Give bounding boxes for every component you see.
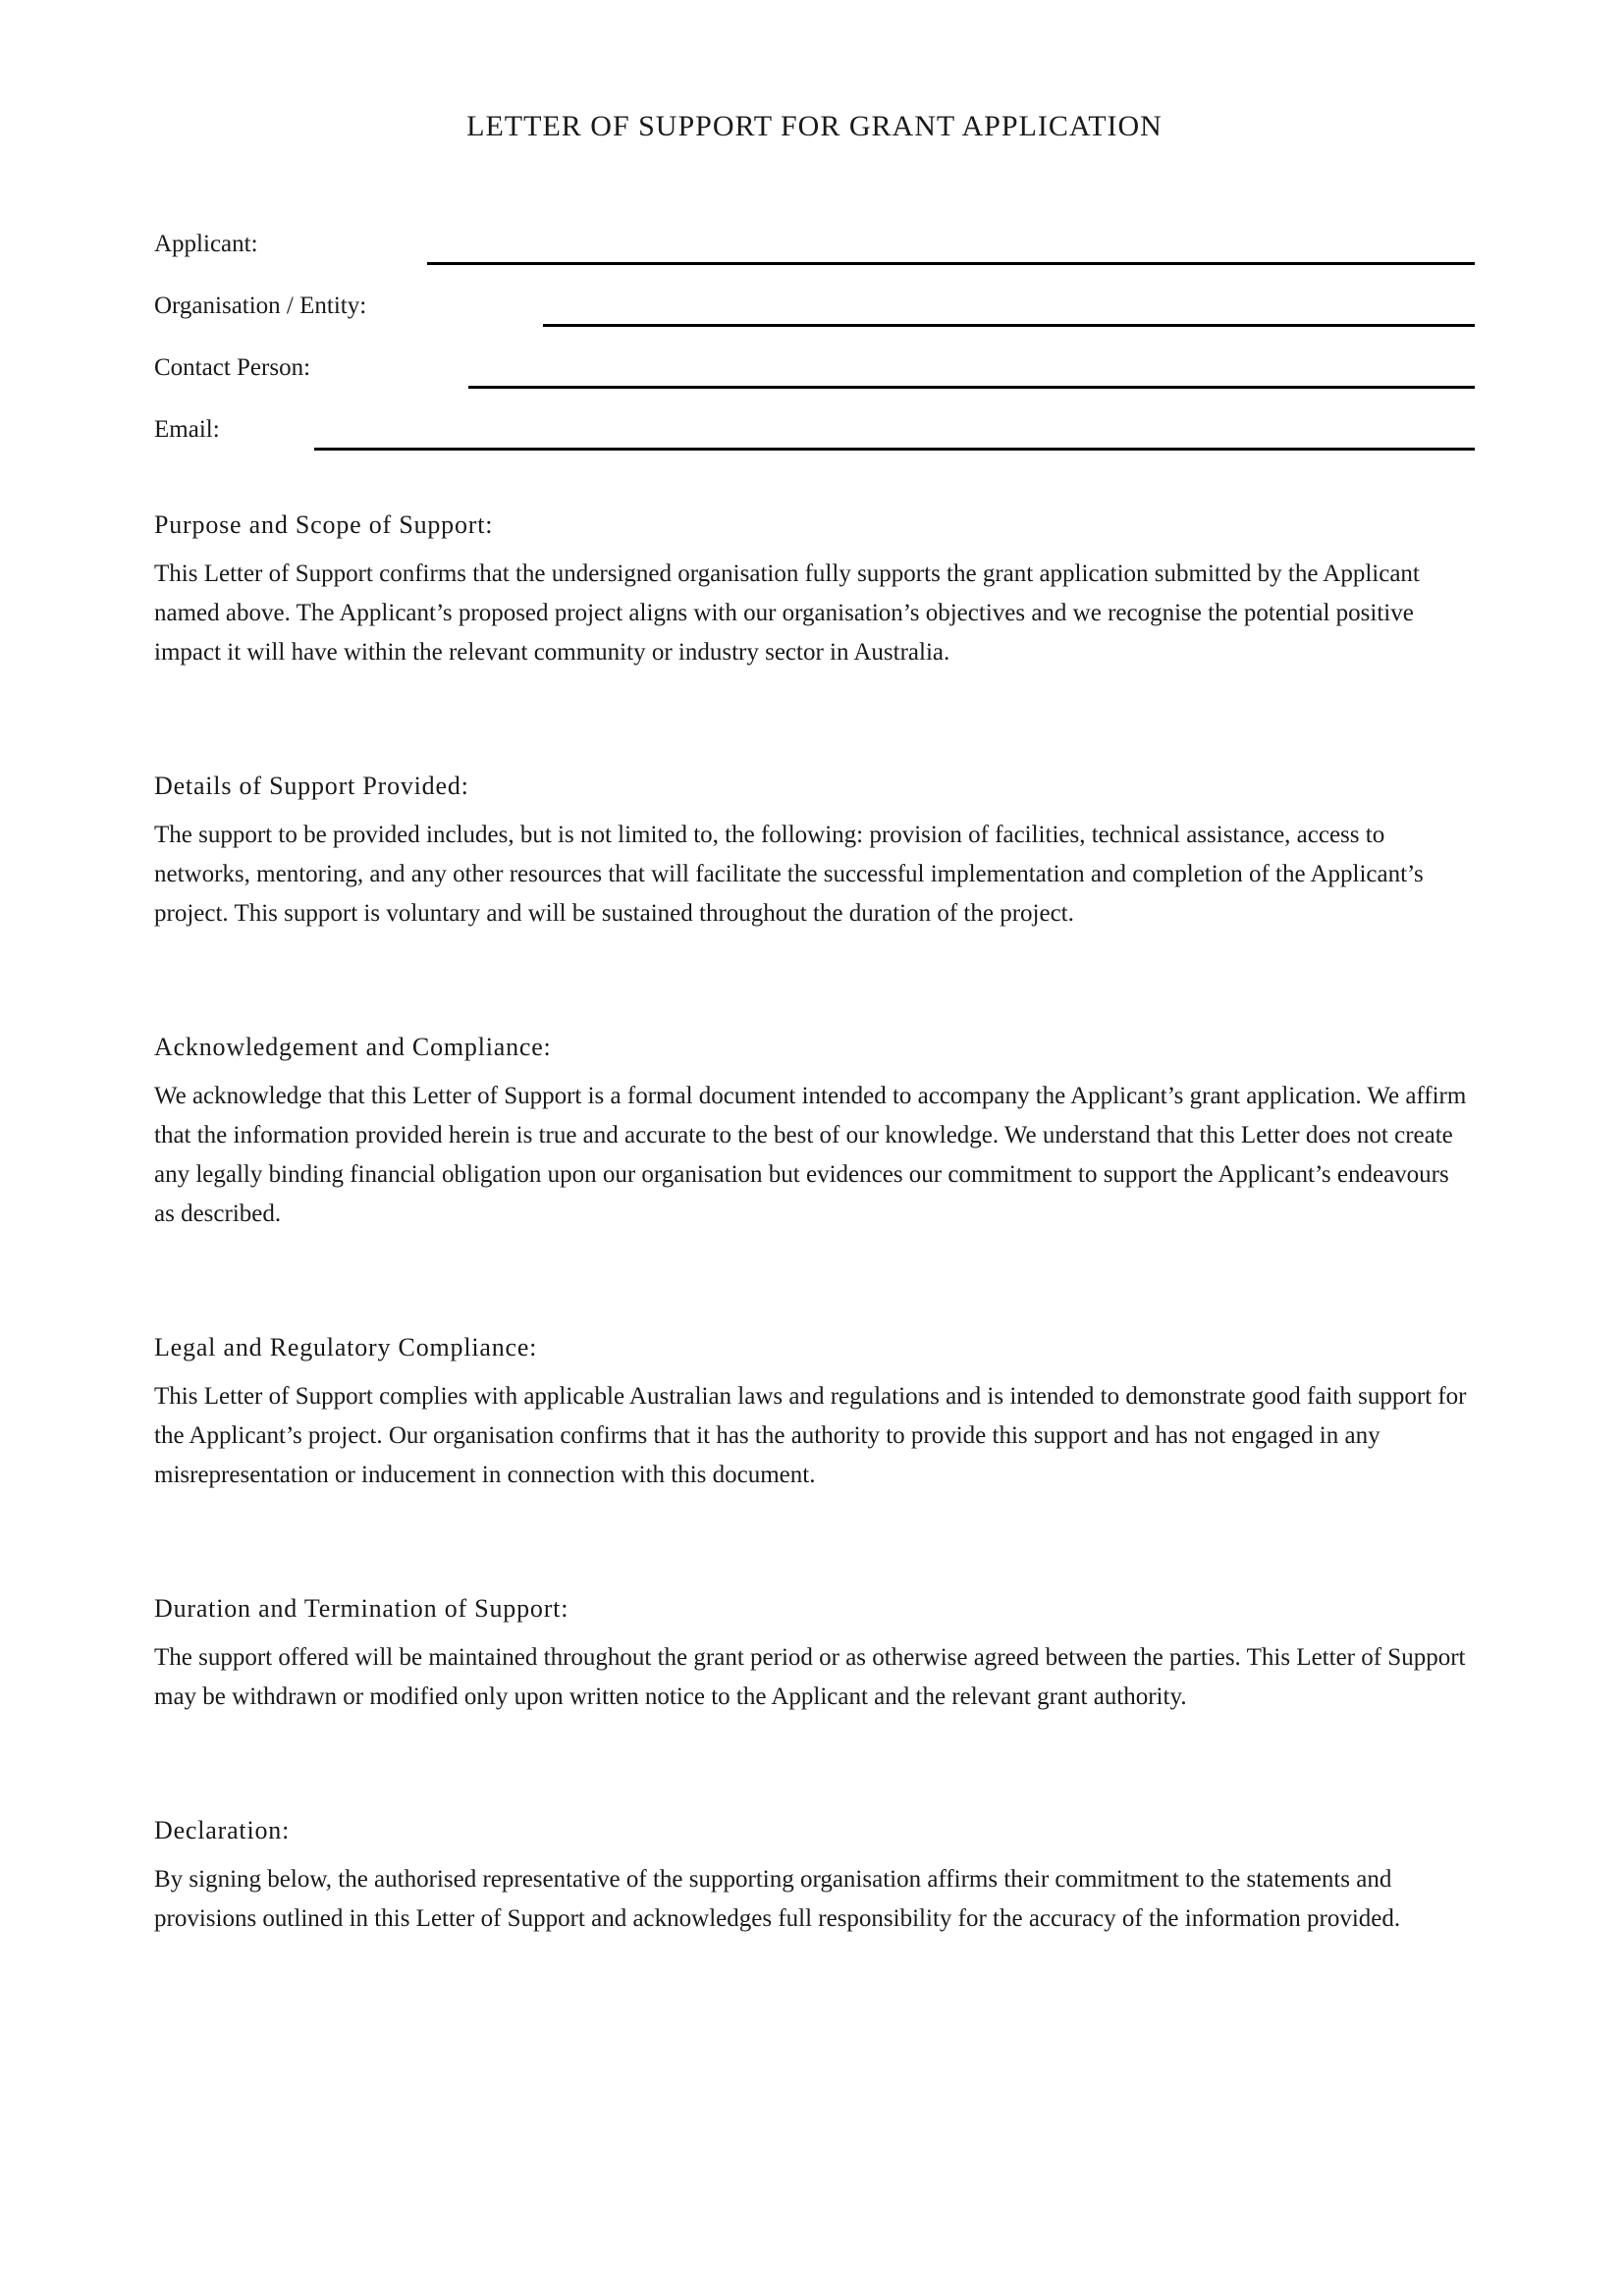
section-legal-regulatory [154, 1332, 1475, 1495]
section-purpose-scope [154, 509, 1475, 672]
section-body-duration-termination: The support offered will be maintained throughout the grant period or as otherwise agreed between the parties. This Letter of Support may be withdrawn or modified only upon written notice to the Applicant and the relevant grant authority. [154, 1644, 1466, 1710]
sections-block [154, 509, 1475, 1939]
field-row-email [154, 415, 1475, 445]
section-duration-termination [154, 1593, 1475, 1717]
field-line-email[interactable] [314, 448, 1475, 451]
section-heading-legal-regulatory: Legal and Regulatory Compliance: [154, 1333, 538, 1362]
field-line-contact-person[interactable] [468, 386, 1475, 389]
section-body-acknowledgement-compliance: We acknowledge that this Letter of Support is a formal document intended to accompany the Applicant’s grant application. We affirm that the information provided herein is true and accurate to the best of our knowledge. We understand that this Letter does not create any legally binding financial obligation upon our organisation but evidences our commitment to support the Applicant’s endeavours as described. [154, 1083, 1467, 1227]
field-line-applicant[interactable] [427, 262, 1475, 265]
section-body-declaration: By signing below, the authorised representative of the supporting organisation affirms their commitment to the statements and provisions outlined in this Letter of Support and acknowledges full responsibility for the accuracy of the information provided. [154, 1866, 1401, 1932]
field-label-contact-person: Contact Person: [154, 354, 311, 381]
section-body-purpose-scope: This Letter of Support confirms that the undersigned organisation fully supports the grant application submitted by the Applicant named above. The Applicant’s proposed project aligns with our organisation’s objectives and we recognise the potential positive impact it will have within the relevant community or industry sector in Australia. [154, 561, 1420, 666]
section-body-details-support: The support to be provided includes, but is not limited to, the following: provision of facilities, technical assistance, access to networks, mentoring, and any other resources that will facilitate the successful implementation and completion of the Applicant’s project. This support is voluntary and will be sustained throughout the duration of the project. [154, 822, 1424, 927]
section-details-support [154, 771, 1475, 934]
section-acknowledgement-compliance [154, 1032, 1475, 1234]
field-line-organisation[interactable] [543, 324, 1475, 327]
section-heading-duration-termination: Duration and Termination of Support: [154, 1594, 569, 1623]
field-row-applicant [154, 230, 1475, 259]
section-body-legal-regulatory: This Letter of Support complies with applicable Australian laws and regulations and is intended to demonstrate good faith support for the Applicant’s project. Our organisation confirms that it has the authority to provide this support and has not engaged in any misrepresentation or inducement in connection with this document. [154, 1383, 1467, 1488]
field-label-applicant: Applicant: [154, 231, 258, 257]
section-heading-declaration: Declaration: [154, 1816, 291, 1844]
field-label-organisation: Organisation / Entity: [154, 293, 367, 319]
section-heading-details-support: Details of Support Provided: [154, 772, 469, 800]
field-label-email: Email: [154, 416, 220, 443]
document-title: LETTER OF SUPPORT FOR GRANT APPLICATION [466, 110, 1163, 142]
field-row-organisation [154, 292, 1475, 321]
field-row-contact-person [154, 353, 1475, 383]
section-heading-purpose-scope: Purpose and Scope of Support: [154, 510, 494, 539]
section-heading-acknowledgement-compliance: Acknowledgement and Compliance: [154, 1033, 552, 1061]
section-declaration [154, 1815, 1475, 1939]
fields-block [154, 230, 1475, 445]
